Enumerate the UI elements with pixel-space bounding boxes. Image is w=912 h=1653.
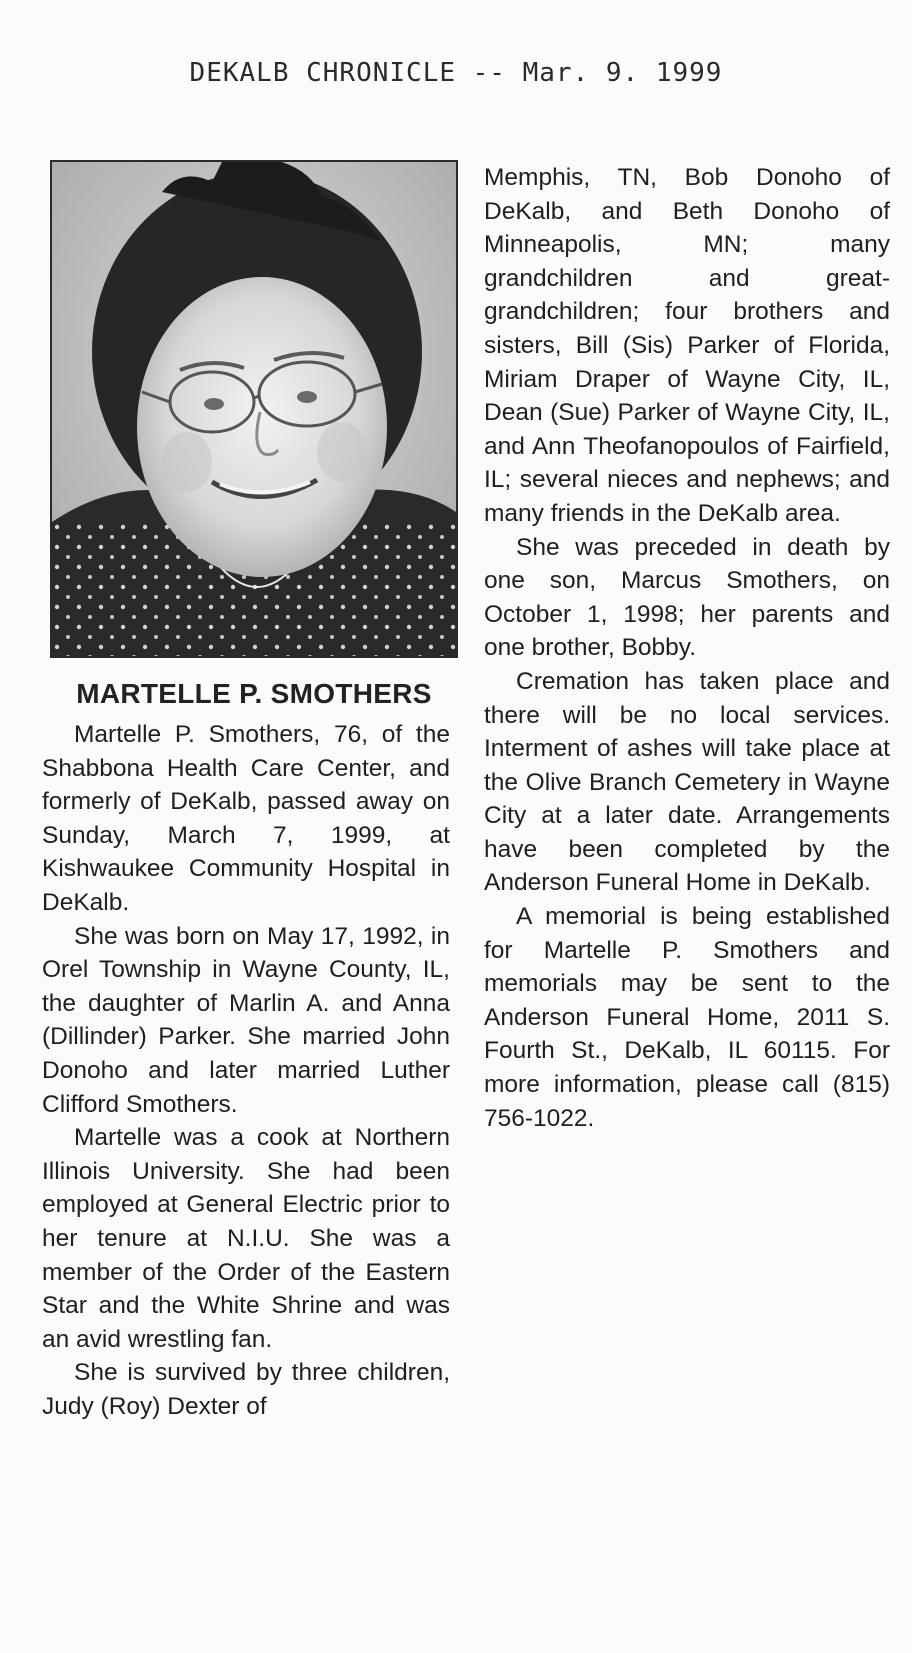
obituary-paragraph: Martelle was a cook at Northern Illinois University. She had been employed at General Electric prior to her tenure at N.I.U. She was a member of the Order of the Eastern Star and the White Shrine and was an avid wrestling fan.: [42, 1124, 450, 1353]
obituary-paragraph: A memorial is being established for Martelle P. Smothers and memorials may be sent to the Anderson Funeral Home, 2011 S. Fourth St., DeKalb, IL 60115. For more information, please call (815) 756-1022.: [484, 903, 890, 1132]
obituary-paragraph: Cremation has taken place and there will be no local services. Interment of ashes will take place at the Olive Branch Cemetery in Wayne City at a later date. Arrangements have been completed by the Anderson Funeral Home in DeKalb.: [484, 667, 890, 897]
obituary-paragraph: She was born on May 17, 1992, in Orel Township in Wayne County, IL, the daughter of Marlin A. and Anna (Dillinder) Parker. She married John Donoho and later married Luther Clifford Smothers.: [42, 922, 450, 1118]
newspaper-masthead: DEKALB CHRONICLE -- Mar. 9. 1999: [189, 58, 723, 88]
obituary-name-heading: MARTELLE P. SMOTHERS: [76, 678, 432, 709]
obituary-paragraph: Memphis, TN, Bob Donoho of DeKalb, and Beth Donoho of Minneapolis, MN; many grandchildren and great-grandchildren; four brothers and sisters, Bill (Sis) Parker of Florida, Miriam Draper of Wayne City, IL, Dean (Sue) Parker of Wayne City, IL, and Ann Theofanopoulos of Fairfield, IL; several nieces and nephews; and many friends in the DeKalb area.: [484, 164, 890, 527]
obituary-paragraph: Martelle P. Smothers, 76, of the Shabbona Health Care Center, and formerly of DeKalb, passed away on Sunday, March 7, 1999, at Kishwaukee Community Hospital in DeKalb.: [42, 721, 450, 916]
obituary-paragraph: She is survived by three children, Judy (Roy) Dexter of: [42, 1359, 450, 1420]
obituary-column-right: [484, 161, 890, 1135]
obituary-paragraph: She was preceded in death by one son, Marcus Smothers, on October 1, 1998; her parents and one brother, Bobby.: [484, 533, 890, 662]
obituary-column-left: [42, 718, 450, 1423]
portrait-photo: [50, 160, 458, 658]
